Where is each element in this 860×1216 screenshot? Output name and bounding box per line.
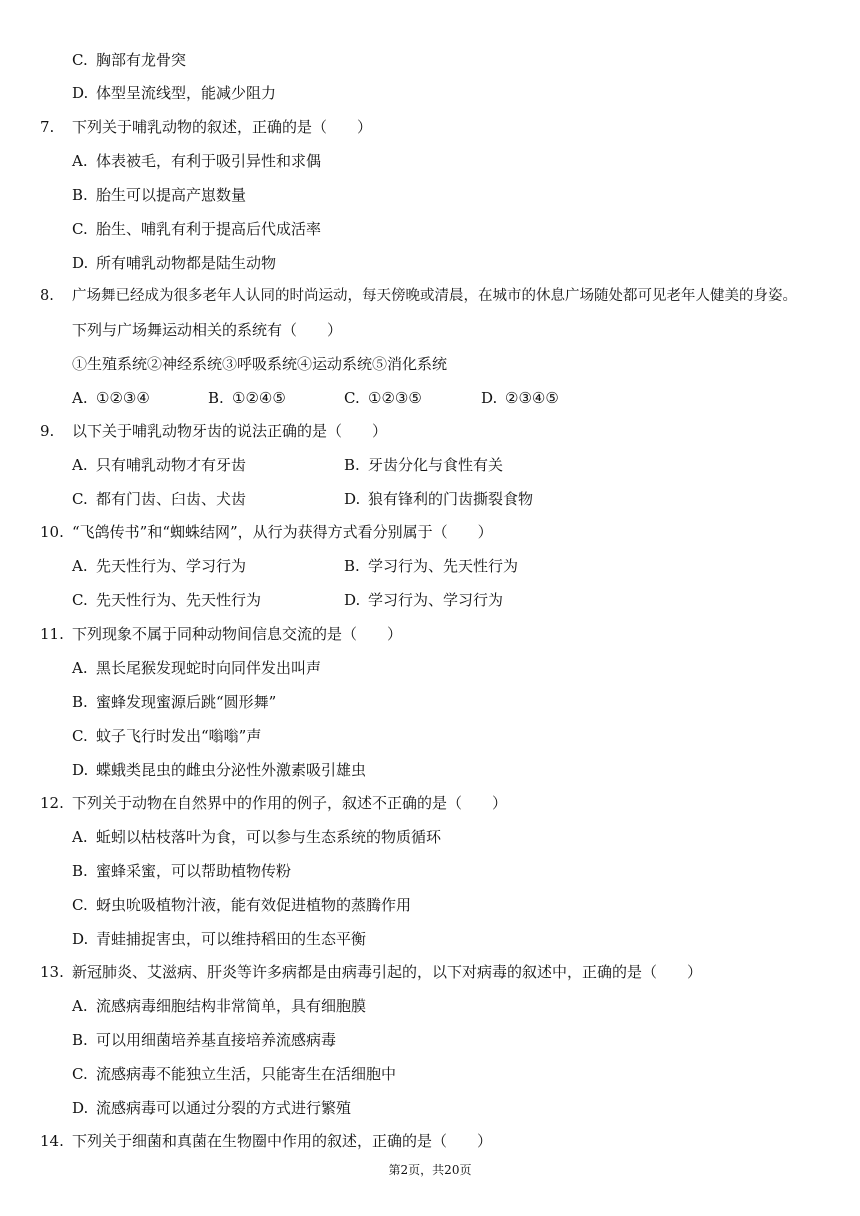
option-a: A. 只有哺乳动物才有牙齿	[72, 456, 247, 474]
question-8: 8. 广场舞已经成为很多老年人认同的时尚运动，每天傍晚或清晨，在城市的休息广场随处都可见老年人健美的身姿。	[40, 288, 797, 304]
option-d: D. 蝶蛾类昆虫的雌虫分泌性外激素吸引雄虫	[72, 761, 367, 779]
option-c: C. 都有门齿、臼齿、犬齿	[72, 490, 247, 508]
page-footer: 第2页，共20页	[388, 1163, 472, 1177]
option-c: C. 先天性行为、先天性行为	[72, 591, 262, 609]
option-b: B. 可以用细菌培养基直接培养流感病毒	[72, 1031, 337, 1049]
option-d: D. 学习行为、学习行为	[344, 591, 504, 609]
option-d: D. 青蛙捕捉害虫，可以维持稻田的生态平衡	[72, 930, 367, 948]
option-d: D. 流感病毒可以通过分裂的方式进行繁殖	[72, 1099, 352, 1117]
option-c: C. 胸部有龙骨突	[72, 51, 187, 69]
question-14: 14. 下列关于细菌和真菌在生物圈中作用的叙述，正确的是（ ）	[40, 1132, 493, 1150]
question-11: 11. 下列现象不属于同种动物间信息交流的是（ ）	[40, 625, 403, 643]
option-a: A. ①②③④	[72, 389, 150, 407]
question-12: 12. 下列关于动物在自然界中的作用的例子，叙述不正确的是（ ）	[40, 794, 508, 812]
question-10: 10. “飞鸽传书”和“蜘蛛结网”，从行为获得方式看分别属于（ ）	[40, 523, 493, 541]
option-a: A. 流感病毒细胞结构非常简单，具有细胞膜	[72, 997, 367, 1015]
option-a: A. 蚯蚓以枯枝落叶为食，可以参与生态系统的物质循环	[72, 828, 442, 846]
option-b: B. 蜜蜂发现蜜源后跳“圆形舞”	[72, 693, 277, 711]
option-c: C. 蚊子飞行时发出“嗡嗡”声	[72, 727, 262, 745]
question-9: 9. 以下关于哺乳动物牙齿的说法正确的是（ ）	[40, 422, 388, 440]
question-7: 7. 下列关于哺乳动物的叙述，正确的是（ ）	[40, 118, 373, 136]
question-8-systems: ①生殖系统②神经系统③呼吸系统④运动系统⑤消化系统	[72, 355, 448, 373]
option-a: A. 体表被毛，有利于吸引异性和求偶	[72, 152, 322, 170]
option-d: D. 所有哺乳动物都是陆生动物	[72, 254, 277, 272]
option-b: B. 牙齿分化与食性有关	[344, 456, 504, 474]
option-c: C. 胎生、哺乳有利于提高后代成活率	[72, 220, 322, 238]
option-d: D. 体型呈流线型，能减少阻力	[72, 84, 277, 102]
option-b: B. ①②④⑤	[208, 389, 286, 407]
option-c: C. ①②③⑤	[344, 389, 422, 407]
option-d: D. 狼有锋利的门齿撕裂食物	[344, 490, 534, 508]
option-a: A. 黑长尾猴发现蛇时向同伴发出叫声	[72, 659, 322, 677]
option-a: A. 先天性行为、学习行为	[72, 557, 247, 575]
option-c: C. 蚜虫吮吸植物汁液，能有效促进植物的蒸腾作用	[72, 896, 412, 914]
option-b: B. 胎生可以提高产崽数量	[72, 186, 247, 204]
question-8-stem: 下列与广场舞运动相关的系统有（ ）	[72, 321, 343, 339]
option-c: C. 流感病毒不能独立生活，只能寄生在活细胞中	[72, 1065, 397, 1083]
option-d: D. ②③④⑤	[481, 389, 559, 407]
option-b: B. 学习行为、先天性行为	[344, 557, 519, 575]
option-b: B. 蜜蜂采蜜，可以帮助植物传粉	[72, 862, 292, 880]
question-13: 13. 新冠肺炎、艾滋病、肝炎等许多病都是由病毒引起的，以下对病毒的叙述中，正确的是（ ）	[40, 963, 703, 981]
